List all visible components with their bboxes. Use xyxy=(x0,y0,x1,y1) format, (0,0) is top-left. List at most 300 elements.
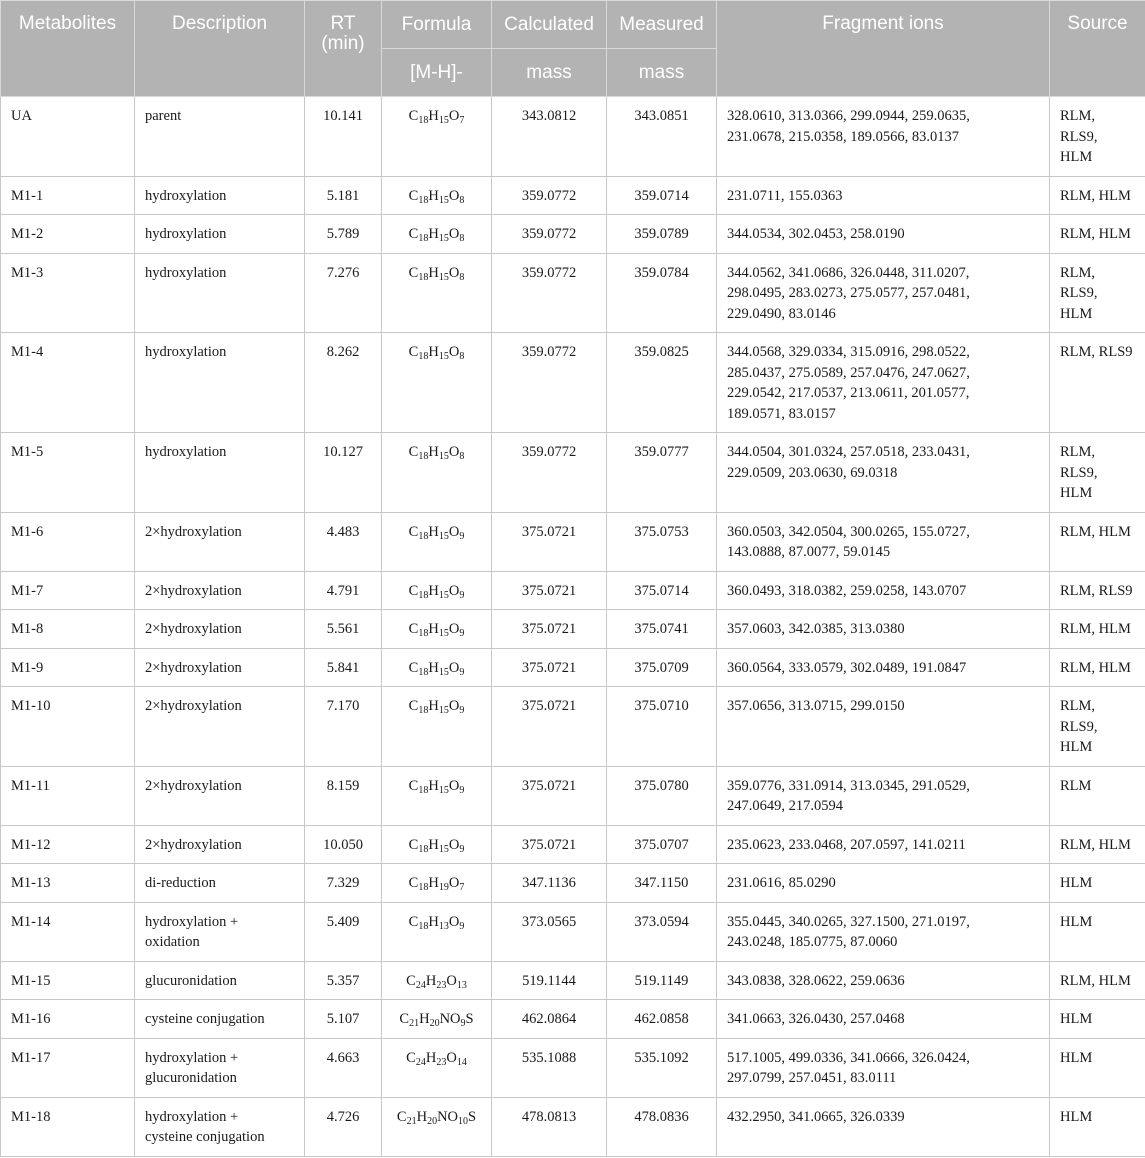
formula-element: C xyxy=(408,226,419,242)
measured-mass-cell: 375.0709 xyxy=(607,648,717,687)
calculated-mass-cell: 375.0721 xyxy=(492,571,607,610)
fragment-ions-line: 231.0616, 85.0290 xyxy=(727,875,836,891)
formula-subscript: 8 xyxy=(459,194,465,206)
calculated-mass-cell: 359.0772 xyxy=(492,333,607,433)
description-cell xyxy=(135,648,305,687)
rt-cell: 7.170 xyxy=(305,687,382,767)
source-line: HLM xyxy=(1060,739,1093,755)
header-formula: Formula xyxy=(382,1,492,49)
rt-cell: 7.329 xyxy=(305,864,382,903)
fragment-ions-line: 344.0534, 302.0453, 258.0190 xyxy=(727,226,905,242)
description-cell xyxy=(135,687,305,767)
table-row xyxy=(1,571,1145,610)
formula-cell xyxy=(382,1097,492,1156)
description-cell xyxy=(135,825,305,864)
formula-subscript: 9 xyxy=(459,843,465,855)
formula-subscript: 23 xyxy=(436,979,447,991)
source-line: RLM, HLM xyxy=(1060,187,1131,204)
rt-cell: 10.141 xyxy=(305,97,382,177)
table-body xyxy=(1,97,1145,1157)
source-line: HLM xyxy=(1060,1011,1093,1027)
formula-subscript: 24 xyxy=(415,1056,426,1068)
formula-subscript: 13 xyxy=(456,979,467,991)
formula-subscript: 18 xyxy=(418,530,429,542)
table-row xyxy=(1,648,1145,687)
description-cell xyxy=(135,512,305,571)
description-cell xyxy=(135,253,305,333)
table-row xyxy=(1,766,1145,825)
metabolite-id-cell: M1-18 xyxy=(1,1097,135,1156)
formula-element: H xyxy=(428,444,439,460)
formula-element: O xyxy=(448,875,460,891)
source-line: RLM, xyxy=(1060,444,1096,460)
metabolite-id-cell: UA xyxy=(1,97,135,177)
description-cell xyxy=(135,97,305,177)
fragment-ions-cell xyxy=(717,215,1050,254)
calculated-mass-cell: 343.0812 xyxy=(492,97,607,177)
formula-subscript: 15 xyxy=(438,666,449,678)
header-description: Description xyxy=(135,1,305,97)
header-rt-line1: RT xyxy=(330,13,356,34)
source-line: RLM, HLM xyxy=(1060,523,1131,540)
header-fragment-ions: Fragment ions xyxy=(717,1,1050,97)
fragment-ions-cell xyxy=(717,687,1050,767)
source-cell xyxy=(1050,512,1145,571)
formula-subscript: 18 xyxy=(418,920,429,932)
description-cell xyxy=(135,902,305,961)
fragment-ions-line: 235.0623, 233.0468, 207.0597, 141.0211 xyxy=(727,836,966,853)
metabolite-id-cell: M1-1 xyxy=(1,176,135,215)
calculated-mass-cell: 519.1144 xyxy=(492,961,607,1000)
formula-subscript: 18 xyxy=(418,882,429,893)
formula-subscript: 18 xyxy=(418,271,429,283)
fragment-ions-cell xyxy=(717,766,1050,825)
formula-cell xyxy=(382,215,492,254)
metabolite-id-cell: M1-9 xyxy=(1,648,135,687)
formula-cell xyxy=(382,571,492,610)
formula-subscript: 18 xyxy=(418,115,429,126)
measured-mass-cell: 375.0741 xyxy=(607,610,717,649)
rt-cell: 4.726 xyxy=(305,1097,382,1156)
source-line: HLM xyxy=(1060,913,1093,930)
metabolite-id-cell: M1-15 xyxy=(1,961,135,1000)
formula-element: C xyxy=(408,582,419,599)
source-cell xyxy=(1050,864,1145,903)
formula-element: C xyxy=(408,659,419,676)
description-line: 2×hydroxylation xyxy=(145,777,242,794)
formula-element: O xyxy=(448,836,460,853)
formula-subscript: 7 xyxy=(459,882,465,893)
fragment-ions-line: 355.0445, 340.0265, 327.1500, 271.0197, xyxy=(727,913,970,930)
source-cell xyxy=(1050,433,1145,513)
formula-subscript: 8 xyxy=(459,271,465,283)
formula-subscript: 21 xyxy=(409,1018,420,1029)
formula-element: H xyxy=(428,875,439,891)
formula-element: H xyxy=(416,1108,428,1125)
calculated-mass-cell: 373.0565 xyxy=(492,902,607,961)
table-row xyxy=(1,610,1145,649)
description-line: 2×hydroxylation xyxy=(145,523,242,540)
source-cell xyxy=(1050,215,1145,254)
fragment-ions-cell xyxy=(717,512,1050,571)
formula-subscript: 9 xyxy=(459,628,465,639)
formula-cell xyxy=(382,176,492,215)
source-cell xyxy=(1050,1038,1145,1097)
source-line: RLM, RLS9 xyxy=(1060,582,1133,599)
formula-element: C xyxy=(408,108,419,124)
formula-subscript: 15 xyxy=(438,351,449,362)
source-line: HLM xyxy=(1060,1049,1093,1066)
table-row xyxy=(1,1000,1145,1039)
formula-subscript: 18 xyxy=(418,628,429,639)
source-line: RLM, xyxy=(1060,264,1096,281)
measured-mass-cell: 375.0780 xyxy=(607,766,717,825)
formula-cell xyxy=(382,1038,492,1097)
formula-element: C xyxy=(406,972,416,989)
metabolite-id-cell: M1-8 xyxy=(1,610,135,649)
source-line: RLS9, xyxy=(1060,464,1098,481)
calculated-mass-cell: 359.0772 xyxy=(492,253,607,333)
source-line: RLM, HLM xyxy=(1060,226,1131,242)
table-row xyxy=(1,1038,1145,1097)
fragment-ions-cell xyxy=(717,176,1050,215)
formula-element: O xyxy=(448,226,460,242)
table-row xyxy=(1,1097,1145,1156)
description-line: hydroxylation xyxy=(145,187,227,204)
formula-subscript: 9 xyxy=(459,920,465,932)
formula-element: O xyxy=(448,344,460,360)
table-row xyxy=(1,864,1145,903)
description-line: hydroxylation xyxy=(145,444,227,460)
formula-element: C xyxy=(408,621,419,637)
measured-mass-cell: 375.0707 xyxy=(607,825,717,864)
description-line: hydroxylation + xyxy=(145,1049,239,1066)
source-cell xyxy=(1050,687,1145,767)
description-line: 2×hydroxylation xyxy=(145,698,242,714)
description-cell xyxy=(135,766,305,825)
fragment-ions-line: 229.0490, 83.0146 xyxy=(727,305,836,322)
rt-cell: 4.483 xyxy=(305,512,382,571)
measured-mass-cell: 519.1149 xyxy=(607,961,717,1000)
formula-element: O xyxy=(448,444,460,460)
fragment-ions-cell xyxy=(717,902,1050,961)
formula-subscript: 9 xyxy=(459,530,465,542)
formula-subscript: 18 xyxy=(418,233,429,244)
header-rt-line2: (min) xyxy=(321,33,365,54)
measured-mass-cell: 359.0825 xyxy=(607,333,717,433)
formula-subscript: 14 xyxy=(456,1056,467,1068)
fragment-ions-line: 298.0495, 283.0273, 275.0577, 257.0481, xyxy=(727,285,970,301)
rt-cell: 5.841 xyxy=(305,648,382,687)
formula-element: C xyxy=(408,698,419,714)
description-cell xyxy=(135,610,305,649)
table-row xyxy=(1,687,1145,767)
formula-element: H xyxy=(428,344,439,360)
description-line: hydroxylation + xyxy=(145,1108,239,1125)
table-row xyxy=(1,215,1145,254)
description-line: hydroxylation xyxy=(145,344,227,360)
rt-cell: 8.159 xyxy=(305,766,382,825)
source-line: HLM xyxy=(1060,875,1093,891)
formula-element: C xyxy=(408,344,419,360)
description-line: 2×hydroxylation xyxy=(145,836,242,853)
formula-element: O xyxy=(448,523,460,540)
source-line: HLM xyxy=(1060,1108,1093,1125)
fragment-ions-cell xyxy=(717,571,1050,610)
source-line: RLM xyxy=(1060,777,1092,794)
formula-element: C xyxy=(408,187,419,204)
formula-subscript: 9 xyxy=(459,589,465,601)
formula-subscript: 18 xyxy=(418,351,429,362)
fragment-ions-line: 360.0503, 342.0504, 300.0265, 155.0727, xyxy=(727,523,970,540)
table-header xyxy=(1,1,1145,97)
table-row xyxy=(1,512,1145,571)
measured-mass-cell: 359.0777 xyxy=(607,433,717,513)
description-line: cysteine conjugation xyxy=(145,1011,265,1027)
formula-element: O xyxy=(448,913,460,930)
formula-element: C xyxy=(408,523,419,540)
fragment-ions-line: 229.0509, 203.0630, 69.0318 xyxy=(727,464,898,481)
description-line: 2×hydroxylation xyxy=(145,621,242,637)
formula-element: NO xyxy=(439,1011,461,1027)
formula-element: H xyxy=(428,187,439,204)
formula-cell xyxy=(382,1000,492,1039)
rt-cell: 5.789 xyxy=(305,215,382,254)
calculated-mass-cell: 478.0813 xyxy=(492,1097,607,1156)
formula-element: H xyxy=(428,108,439,124)
source-line: RLM, HLM xyxy=(1060,621,1131,637)
metabolite-id-cell: M1-7 xyxy=(1,571,135,610)
formula-element: NO xyxy=(437,1108,459,1125)
description-line: hydroxylation xyxy=(145,226,227,242)
description-line: parent xyxy=(145,108,182,124)
formula-element: H xyxy=(428,777,439,794)
fragment-ions-cell xyxy=(717,961,1050,1000)
metabolite-id-cell: M1-13 xyxy=(1,864,135,903)
table-row xyxy=(1,253,1145,333)
source-cell xyxy=(1050,610,1145,649)
fragment-ions-line: 357.0656, 313.0715, 299.0150 xyxy=(727,698,905,714)
formula-element: C xyxy=(408,264,419,281)
table-row xyxy=(1,433,1145,513)
formula-subscript: 15 xyxy=(438,705,449,716)
formula-cell xyxy=(382,687,492,767)
calculated-mass-cell: 347.1136 xyxy=(492,864,607,903)
source-line: RLS9, xyxy=(1060,718,1098,735)
metabolite-id-cell: M1-3 xyxy=(1,253,135,333)
measured-mass-cell: 478.0836 xyxy=(607,1097,717,1156)
fragment-ions-cell xyxy=(717,864,1050,903)
formula-subscript: 20 xyxy=(429,1018,440,1029)
formula-element: H xyxy=(428,523,439,540)
description-cell xyxy=(135,176,305,215)
header-source: Source xyxy=(1050,1,1145,97)
formula-cell xyxy=(382,97,492,177)
description-line: hydroxylation + xyxy=(145,913,239,930)
formula-subscript: 20 xyxy=(427,1115,438,1127)
rt-cell: 7.276 xyxy=(305,253,382,333)
calculated-mass-cell: 375.0721 xyxy=(492,766,607,825)
formula-subscript: 18 xyxy=(418,705,429,716)
fragment-ions-cell xyxy=(717,1097,1050,1156)
formula-subscript: 13 xyxy=(438,920,449,932)
formula-subscript: 9 xyxy=(459,784,465,796)
description-cell xyxy=(135,961,305,1000)
formula-element: O xyxy=(448,582,460,599)
source-cell xyxy=(1050,176,1145,215)
fragment-ions-line: 360.0564, 333.0579, 302.0489, 191.0847 xyxy=(727,659,967,676)
source-line: RLS9, xyxy=(1060,128,1098,145)
measured-mass-cell: 347.1150 xyxy=(607,864,717,903)
calculated-mass-cell: 359.0772 xyxy=(492,433,607,513)
header-calculated: Calculated xyxy=(492,1,607,49)
source-line: RLM, HLM xyxy=(1060,659,1131,676)
rt-cell: 10.127 xyxy=(305,433,382,513)
description-line: glucuronidation xyxy=(145,1070,237,1086)
description-line: oxidation xyxy=(145,934,200,950)
formula-element: O xyxy=(448,108,460,124)
formula-cell xyxy=(382,961,492,1000)
formula-subscript: 8 xyxy=(459,451,465,462)
source-line: RLM, HLM xyxy=(1060,972,1131,989)
fragment-ions-line: 143.0888, 87.0077, 59.0145 xyxy=(727,544,891,560)
measured-mass-cell: 359.0714 xyxy=(607,176,717,215)
source-cell xyxy=(1050,1000,1145,1039)
rt-cell: 5.357 xyxy=(305,961,382,1000)
fragment-ions-line: 341.0663, 326.0430, 257.0468 xyxy=(727,1011,905,1027)
source-line: RLM, RLS9 xyxy=(1060,344,1133,360)
calculated-mass-cell: 359.0772 xyxy=(492,215,607,254)
calculated-mass-cell: 375.0721 xyxy=(492,825,607,864)
fragment-ions-line: 432.2950, 341.0665, 326.0339 xyxy=(727,1108,905,1125)
header-metabolites: Metabolites xyxy=(1,1,135,97)
formula-subscript: 18 xyxy=(418,589,429,601)
source-line: HLM xyxy=(1060,305,1093,322)
fragment-ions-cell xyxy=(717,333,1050,433)
formula-element: O xyxy=(448,264,460,281)
source-line: RLM, xyxy=(1060,108,1096,124)
formula-subscript: 7 xyxy=(459,115,465,126)
header-rt xyxy=(305,1,382,97)
source-cell xyxy=(1050,825,1145,864)
fragment-ions-line: 247.0649, 217.0594 xyxy=(727,798,843,814)
source-cell xyxy=(1050,648,1145,687)
source-cell xyxy=(1050,766,1145,825)
formula-element: H xyxy=(428,659,439,676)
metabolite-id-cell: M1-17 xyxy=(1,1038,135,1097)
description-cell xyxy=(135,333,305,433)
formula-subscript: 15 xyxy=(438,233,449,244)
formula-element: H xyxy=(428,913,439,930)
formula-cell xyxy=(382,825,492,864)
fragment-ions-line: 231.0678, 215.0358, 189.0566, 83.0137 xyxy=(727,128,959,145)
formula-subscript: 18 xyxy=(418,843,429,855)
metabolite-id-cell: M1-6 xyxy=(1,512,135,571)
formula-element: C xyxy=(408,836,419,853)
formula-element: C xyxy=(408,777,419,794)
description-line: hydroxylation xyxy=(145,264,227,281)
fragment-ions-cell xyxy=(717,1038,1050,1097)
header-calculated-sub: mass xyxy=(492,49,607,97)
formula-element: H xyxy=(428,226,439,242)
formula-cell xyxy=(382,766,492,825)
formula-element: O xyxy=(448,777,460,794)
formula-cell xyxy=(382,864,492,903)
rt-cell: 5.107 xyxy=(305,1000,382,1039)
fragment-ions-cell xyxy=(717,253,1050,333)
fragment-ions-line: 359.0776, 331.0914, 313.0345, 291.0529, xyxy=(727,777,970,794)
formula-subscript: 15 xyxy=(438,589,449,601)
formula-subscript: 8 xyxy=(459,351,465,362)
formula-subscript: 15 xyxy=(438,628,449,639)
description-cell xyxy=(135,215,305,254)
calculated-mass-cell: 359.0772 xyxy=(492,176,607,215)
source-line: RLS9, xyxy=(1060,285,1098,301)
description-line: cysteine conjugation xyxy=(145,1129,265,1145)
source-line: HLM xyxy=(1060,485,1093,501)
source-cell xyxy=(1050,571,1145,610)
measured-mass-cell: 375.0753 xyxy=(607,512,717,571)
formula-element: O xyxy=(448,621,460,637)
header-formula-sub: [M-H]- xyxy=(382,49,492,97)
metabolite-id-cell: M1-10 xyxy=(1,687,135,767)
description-line: di-reduction xyxy=(145,875,216,891)
table-row xyxy=(1,961,1145,1000)
formula-element: S xyxy=(468,1108,477,1125)
metabolite-id-cell: M1-2 xyxy=(1,215,135,254)
formula-element: O xyxy=(448,187,460,204)
measured-mass-cell: 343.0851 xyxy=(607,97,717,177)
formula-subscript: 15 xyxy=(438,784,449,796)
formula-subscript: 15 xyxy=(438,194,449,206)
formula-subscript: 15 xyxy=(438,451,449,462)
measured-mass-cell: 359.0789 xyxy=(607,215,717,254)
formula-element: H xyxy=(428,264,439,281)
source-cell xyxy=(1050,902,1145,961)
source-line: HLM xyxy=(1060,149,1093,165)
formula-subscript: 18 xyxy=(418,666,429,678)
source-cell xyxy=(1050,97,1145,177)
fragment-ions-line: 344.0562, 341.0686, 326.0448, 311.0207, xyxy=(727,264,970,281)
formula-element: C xyxy=(396,1108,407,1125)
description-cell xyxy=(135,1000,305,1039)
formula-element: H xyxy=(425,1049,437,1066)
table-row xyxy=(1,333,1145,433)
measured-mass-cell: 375.0710 xyxy=(607,687,717,767)
formula-subscript: 9 xyxy=(459,705,465,716)
formula-element: O xyxy=(446,1049,457,1066)
formula-element: C xyxy=(408,444,419,460)
formula-element: H xyxy=(428,621,439,637)
formula-subscript: 18 xyxy=(418,194,429,206)
fragment-ions-line: 344.0568, 329.0334, 315.0916, 298.0522, xyxy=(727,344,970,360)
formula-subscript: 18 xyxy=(418,784,429,796)
formula-subscript: 10 xyxy=(458,1115,469,1127)
rt-cell: 4.663 xyxy=(305,1038,382,1097)
fragment-ions-line: 328.0610, 313.0366, 299.0944, 259.0635, xyxy=(727,108,970,124)
fragment-ions-line: 285.0437, 275.0589, 257.0476, 247.0627, xyxy=(727,364,970,381)
formula-cell xyxy=(382,610,492,649)
formula-subscript: 21 xyxy=(406,1115,417,1127)
formula-cell xyxy=(382,512,492,571)
table-row xyxy=(1,176,1145,215)
measured-mass-cell: 535.1092 xyxy=(607,1038,717,1097)
calculated-mass-cell: 375.0721 xyxy=(492,687,607,767)
rt-cell: 4.791 xyxy=(305,571,382,610)
formula-element: H xyxy=(428,698,439,714)
fragment-ions-line: 297.0799, 257.0451, 83.0111 xyxy=(727,1070,897,1086)
table-row xyxy=(1,825,1145,864)
